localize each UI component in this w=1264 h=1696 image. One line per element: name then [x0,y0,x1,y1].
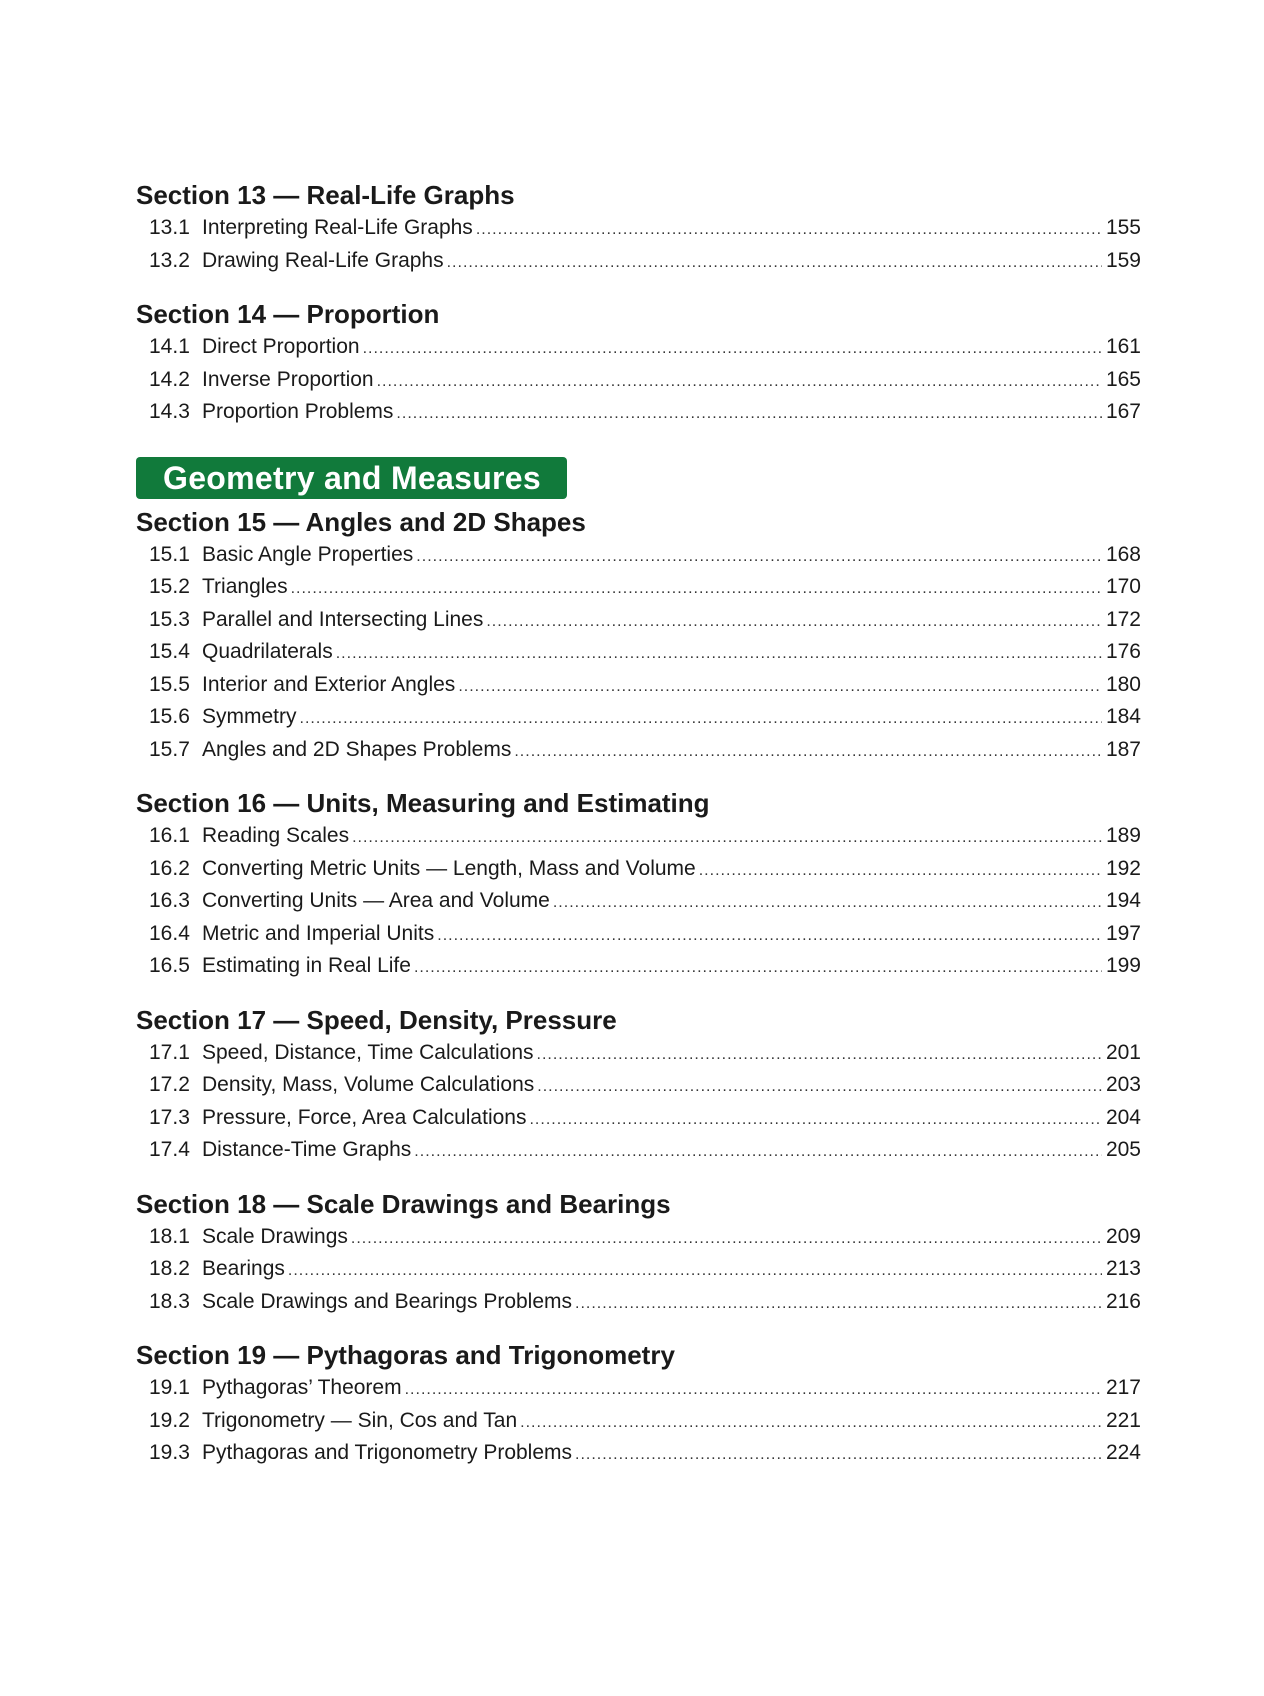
toc-entry[interactable] [136,364,1141,397]
dot-leader [486,606,1102,639]
entry-page-number: 180 [1105,672,1141,696]
toc-entry[interactable] [136,1253,1141,1286]
toc-section [136,505,1141,767]
toc-entry[interactable] [136,853,1141,886]
entry-number: 17.2 [149,1073,190,1096]
entry-number: 14.2 [149,367,190,391]
entry-number: 17.3 [149,1105,190,1129]
dot-leader [575,1439,1102,1472]
entry-page-number: 204 [1105,1105,1141,1129]
entry-page-number: 176 [1105,640,1141,663]
toc-entry[interactable] [136,636,1141,669]
entry-number: 16.5 [149,954,190,977]
entry-title: Symmetry [202,705,297,728]
entry-number: 15.1 [149,542,190,566]
entry-page-number: 197 [1105,921,1141,945]
entry-title: Trigonometry — Sin, Cos and Tan [202,1408,518,1432]
dot-leader [396,398,1102,431]
section-title: Section 17 — Speed, Density, Pressure [136,1004,617,1035]
toc-entry[interactable] [136,1437,1141,1470]
entry-title: Triangles [202,575,288,598]
entry-title: Scale Drawings and Bearings Problems [202,1289,573,1313]
entry-title: Density, Mass, Volume Calculations [202,1073,535,1096]
entry-number: 19.1 [149,1376,190,1399]
toc-entry[interactable] [136,885,1141,918]
entry-page-number: 221 [1105,1408,1141,1432]
toc-entry[interactable] [136,950,1141,983]
dot-leader [520,1407,1102,1440]
entry-title: Drawing Real-Life Graphs [202,248,444,272]
entry-number: 18.3 [149,1289,190,1313]
part-block-geometry [136,449,1141,1470]
toc-entry[interactable] [136,734,1141,767]
entry-number: 19.3 [149,1441,190,1464]
dot-leader [288,1255,1102,1288]
entry-title: Distance-Time Graphs [202,1138,412,1161]
section-title: Section 19 — Pythagoras and Trigonometry [136,1340,675,1370]
toc-entry[interactable] [136,396,1141,429]
toc-entry[interactable] [136,331,1141,364]
entry-page-number: 216 [1105,1289,1141,1313]
entry-number: 15.6 [149,705,190,728]
dot-leader [537,1039,1103,1072]
entry-number: 15.7 [149,737,190,761]
entry-title: Pythagoras and Trigonometry Problems [202,1441,573,1464]
entry-number: 17.4 [149,1138,190,1161]
section-title: Section 15 — Angles and 2D Shapes [136,506,586,537]
entry-page-number: 172 [1105,607,1141,631]
entry-number: 15.5 [149,672,190,696]
entry-page-number: 165 [1105,367,1141,391]
dot-leader [537,1071,1102,1104]
section-title: Section 16 — Units, Measuring and Estimating [136,788,710,818]
entry-title: Parallel and Intersecting Lines [202,607,484,631]
dot-leader [363,333,1102,366]
dot-leader [699,855,1102,888]
entry-title: Pythagoras’ Theorem [202,1376,402,1399]
toc-entry[interactable] [136,1134,1141,1167]
dot-leader [336,638,1102,671]
toc-entry[interactable] [136,539,1141,572]
entry-number: 16.2 [149,856,190,880]
entry-page-number: 213 [1105,1257,1141,1280]
entry-number: 13.2 [149,248,190,272]
table-of-contents [136,178,1141,1490]
entry-title: Interpreting Real-Life Graphs [202,216,473,239]
dot-leader [575,1288,1102,1321]
entry-number: 16.4 [149,921,190,945]
part-banner: Geometry and Measures [136,457,567,499]
dot-leader [300,703,1103,736]
dot-leader [414,952,1102,985]
toc-entry[interactable] [136,918,1141,951]
toc-entry[interactable] [136,212,1141,245]
toc-section [136,1003,1141,1167]
dot-leader [529,1104,1102,1137]
entry-number: 14.3 [149,400,190,423]
dot-leader [476,214,1102,247]
entry-title: Reading Scales [202,824,350,847]
dot-leader [416,541,1102,574]
entry-title: Converting Units — Area and Volume [202,889,550,912]
entry-page-number: 168 [1105,542,1141,566]
entry-number: 15.3 [149,607,190,631]
entry-page-number: 203 [1105,1073,1141,1096]
entry-page-number: 194 [1105,889,1141,912]
dot-leader [514,736,1102,769]
entry-page-number: 205 [1105,1138,1141,1161]
sections-before-part [136,178,1141,429]
entry-page-number: 192 [1105,856,1141,880]
entry-page-number: 217 [1105,1376,1141,1399]
entry-page-number: 184 [1105,705,1141,728]
toc-section [136,297,1141,429]
toc-entry[interactable] [136,1069,1141,1102]
entry-number: 16.1 [149,824,190,847]
entry-page-number: 199 [1105,954,1141,977]
dot-leader [414,1136,1102,1169]
dot-leader [377,366,1102,399]
entry-title: Pressure, Force, Area Calculations [202,1105,527,1129]
entry-title: Basic Angle Properties [202,542,414,566]
entry-number: 15.4 [149,640,190,663]
toc-entry[interactable] [136,1221,1141,1254]
entry-number: 14.1 [149,335,190,358]
entry-title: Converting Metric Units — Length, Mass and Volume [202,856,696,880]
entry-number: 17.1 [149,1040,190,1064]
entry-page-number: 189 [1105,824,1141,847]
entry-title: Direct Proportion [202,335,360,358]
entry-page-number: 167 [1105,400,1141,423]
toc-entry[interactable] [136,245,1141,278]
toc-entry[interactable] [136,1405,1141,1438]
entry-number: 18.2 [149,1257,190,1280]
toc-section [136,1338,1141,1470]
toc-section [136,1187,1141,1319]
entry-title: Speed, Distance, Time Calculations [202,1040,534,1064]
toc-entry[interactable] [136,1372,1141,1405]
entry-title: Metric and Imperial Units [202,921,435,945]
entry-number: 19.2 [149,1408,190,1432]
entry-number: 13.1 [149,216,190,239]
toc-entry[interactable] [136,1037,1141,1070]
toc-entry[interactable] [136,571,1141,604]
entry-title: Interior and Exterior Angles [202,672,456,696]
entry-page-number: 201 [1105,1040,1141,1064]
entry-title: Proportion Problems [202,400,394,423]
section-title: Section 14 — Proportion [136,299,440,329]
entry-title: Angles and 2D Shapes Problems [202,737,512,761]
toc-entry[interactable] [136,1102,1141,1135]
entry-title: Scale Drawings [202,1224,348,1248]
dot-leader [437,920,1102,953]
entry-title: Bearings [202,1257,285,1280]
toc-section [136,178,1141,277]
entry-page-number: 155 [1105,216,1141,239]
toc-section [136,786,1141,983]
entry-page-number: 187 [1105,737,1141,761]
entry-number: 16.3 [149,889,190,912]
entry-page-number: 209 [1105,1224,1141,1248]
entry-page-number: 170 [1105,575,1141,598]
entry-title: Quadrilaterals [202,640,333,663]
toc-entry[interactable] [136,1286,1141,1319]
dot-leader [291,573,1102,606]
toc-entry[interactable] [136,669,1141,702]
dot-leader [553,887,1102,920]
entry-page-number: 161 [1105,335,1141,358]
dot-leader [352,822,1102,855]
entry-title: Inverse Proportion [202,367,374,391]
dot-leader [351,1223,1102,1256]
entry-number: 18.1 [149,1224,190,1248]
toc-entry[interactable] [136,701,1141,734]
section-title: Section 18 — Scale Drawings and Bearings [136,1188,671,1219]
sections-after-part [136,505,1141,1470]
dot-leader [405,1374,1102,1407]
entry-number: 15.2 [149,575,190,598]
entry-title: Estimating in Real Life [202,954,411,977]
section-title: Section 13 — Real-Life Graphs [136,180,515,210]
toc-entry[interactable] [136,820,1141,853]
entry-page-number: 159 [1105,248,1141,272]
dot-leader [447,247,1102,280]
toc-entry[interactable] [136,604,1141,637]
entry-page-number: 224 [1105,1441,1141,1464]
dot-leader [458,671,1102,704]
